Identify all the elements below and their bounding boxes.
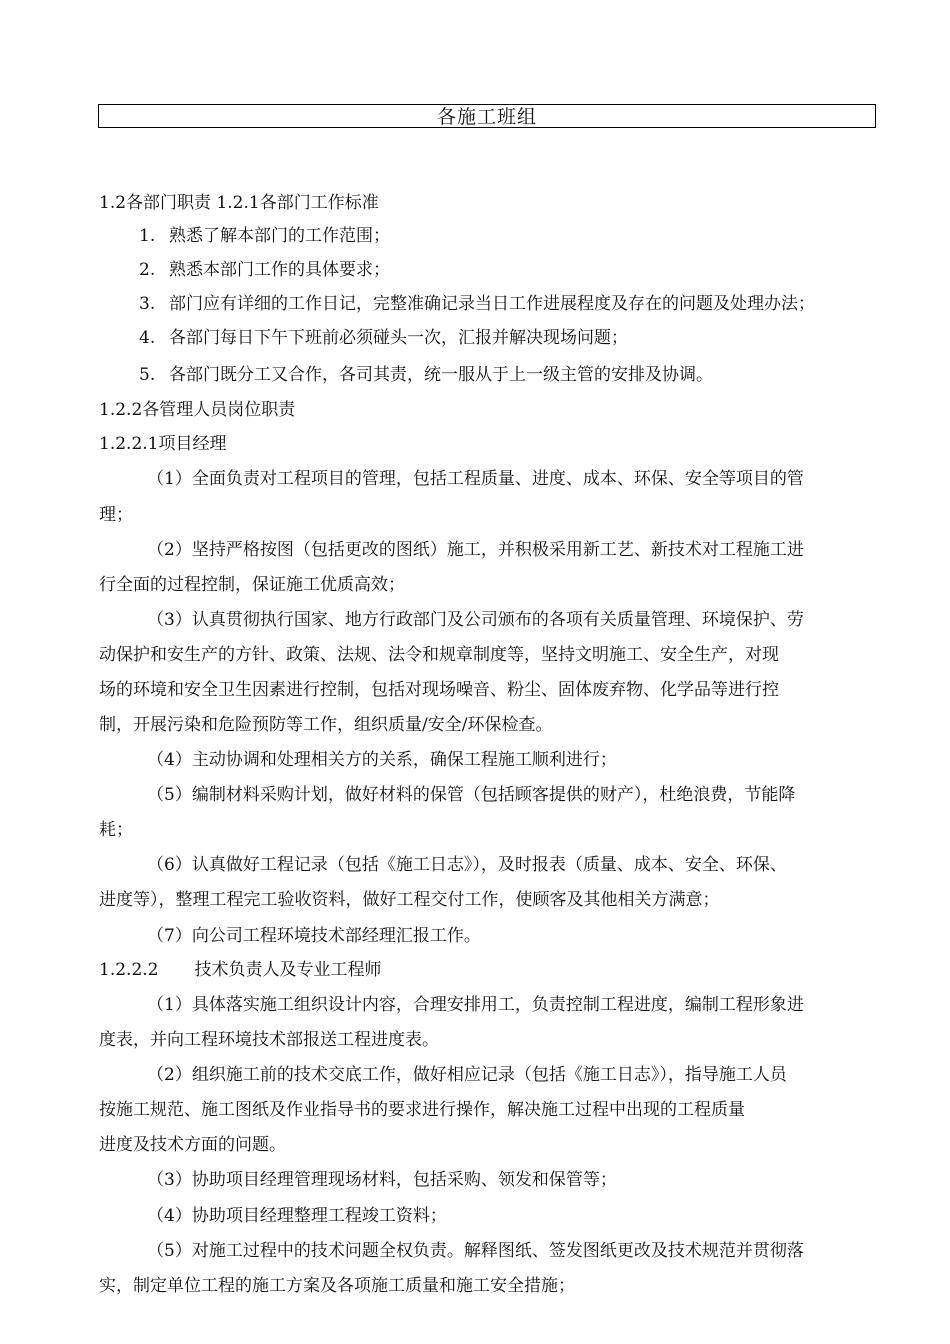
list-number: 4. (139, 328, 156, 348)
pm-duty-3-line-2: 动保护和安生产的方针、政策、法规、法令和规章制度等，坚持文明施工、安全生产，对现 (99, 645, 779, 665)
pm-duty-5-line-1: （5）编制材料采购计划，做好材料的保管（包括顾客提供的财产），杜绝浪费，节能降 (147, 785, 796, 805)
list-text: 各部门每日下午下班前必须碰头一次，汇报并解决现场问题； (169, 328, 628, 348)
tech-duty-5-line-2: 实，制定单位工程的施工方案及各项施工质量和施工安全措施； (99, 1276, 575, 1296)
list-text: 熟悉了解本部门的工作范围； (169, 226, 390, 246)
list-text: 各部门既分工又合作，各司其责，统一服从于上一级主管的安排及协调。 (169, 365, 713, 385)
pm-duty-3-line-3: 场的环境和安全卫生因素进行控制，包括对现场噪音、粉尘、固体废弃物、化学品等进行控 (99, 680, 779, 700)
pm-duty-7-line-1: （7）向公司工程环境技术部经理汇报工作。 (147, 926, 481, 946)
tech-duty-2-line-3: 进度及技术方面的问题。 (99, 1135, 286, 1155)
tech-duty-1-line-1: （1）具体落实施工组织设计内容，合理安排用工，负责控制工程进度，编制工程形象进 (147, 995, 804, 1015)
section-heading-1-2-2-1: 1.2.2.1项目经理 (99, 434, 227, 454)
pm-duty-1-line-1: （1）全面负责对工程项目的管理，包括工程质量、进度、成本、环保、安全等项目的管 (147, 469, 804, 489)
list-number: 2. (139, 260, 156, 280)
list-item (139, 258, 390, 282)
pm-duty-5-line-2: 耗； (99, 820, 133, 840)
list-text: 部门应有详细的工作日记，完整准确记录当日工作进展程度及存在的问题及处理办法； (169, 294, 815, 314)
section-title: 技术负责人及专业工程师 (194, 960, 382, 980)
list-item (139, 363, 713, 387)
tech-duty-5-line-1: （5）对施工过程中的技术问题全权负责。解释图纸、签发图纸更改及技术规范并贯彻落 (147, 1241, 804, 1261)
tech-duty-2-line-2: 按施工规范、施工图纸及作业指导书的要求进行操作，解决施工过程中出现的工程质量 (99, 1100, 745, 1120)
list-number: 1. (139, 226, 156, 246)
pm-duty-3-line-4: 制，开展污染和危险预防等工作，组织质量/安全/环保检查。 (99, 715, 553, 735)
list-item (139, 224, 390, 248)
list-text: 熟悉本部门工作的具体要求； (169, 260, 390, 280)
pm-duty-2-line-2: 行全面的过程控制，保证施工优质高效； (99, 575, 405, 595)
list-item (139, 326, 628, 350)
header-title-box: 各施工班组 (98, 104, 876, 128)
pm-duty-1-line-2: 理； (99, 505, 133, 525)
pm-duty-3-line-1: （3）认真贯彻执行国家、地方行政部门及公司颁布的各项有关质量管理、环境保护、劳 (147, 610, 804, 630)
tech-duty-4-line-1: （4）协助项目经理整理工程竣工资料； (147, 1206, 447, 1226)
list-item (139, 292, 815, 316)
list-number: 5. (139, 365, 156, 385)
tech-duty-2-line-1: （2）组织施工前的技术交底工作，做好相应记录（包括《施工日志》），指导施工人员 (147, 1065, 787, 1085)
section-heading-1-2-2-2 (99, 958, 381, 982)
pm-duty-6-line-2: 进度等），整理工程完工验收资料，做好工程交付工作，使顾客及其他相关方满意； (99, 890, 720, 910)
section-heading-1-2: 1.2各部门职责 1.2.1各部门工作标准 (99, 193, 379, 213)
list-number: 3. (139, 294, 156, 314)
tech-duty-3-line-1: （3）协助项目经理管理现场材料，包括采购、领发和保管等； (147, 1170, 617, 1190)
pm-duty-4-line-1: （4）主动协调和处理相关方的关系，确保工程施工顺利进行； (147, 750, 617, 770)
pm-duty-6-line-1: （6）认真做好工程记录（包括《施工日志》），及时报表（质量、成本、安全、环保、 (147, 855, 787, 875)
tech-duty-1-line-2: 度表，并向工程环境技术部报送工程进度表。 (99, 1030, 439, 1050)
section-number: 1.2.2.2 (99, 960, 159, 980)
pm-duty-2-line-1: （2）坚持严格按图（包括更改的图纸）施工，并积极采用新工艺、新技术对工程施工进 (147, 540, 804, 560)
section-heading-1-2-2: 1.2.2各管理人员岗位职责 (99, 400, 296, 420)
